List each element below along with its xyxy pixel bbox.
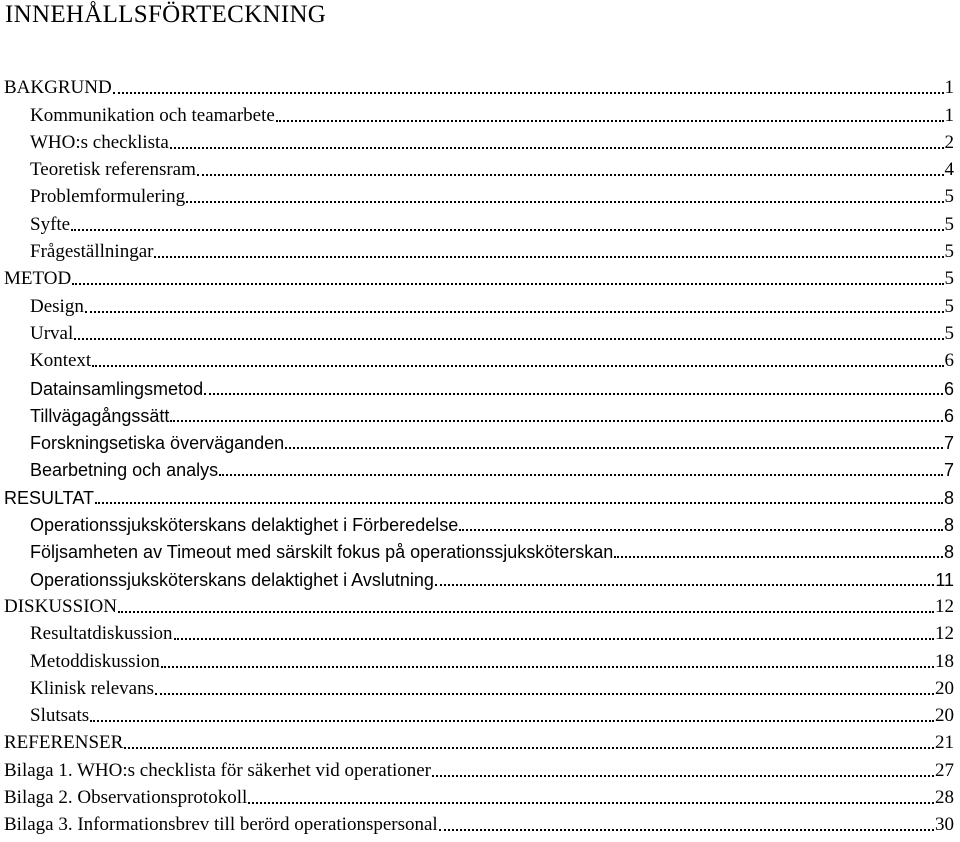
toc-entry	[0, 782, 960, 809]
toc-dot-leader	[155, 693, 934, 695]
toc-entry-label: Bilaga 1. WHO:s checklista för säkerhet vid operationer	[4, 759, 432, 781]
toc-dot-leader	[113, 92, 944, 94]
toc-entry-page-number: 6	[944, 350, 954, 372]
toc-dot-leader	[174, 638, 934, 640]
toc-entry	[0, 727, 960, 754]
toc-dot-leader	[614, 556, 943, 558]
toc-entry-page-number: 8	[943, 515, 954, 536]
toc-entry-page-number: 12	[935, 623, 954, 645]
toc-entry-page-number: 20	[935, 705, 954, 727]
toc-entry-page-number: 30	[935, 814, 954, 836]
toc-dot-leader	[170, 147, 944, 149]
toc-entry	[0, 809, 960, 836]
toc-entry-page-number: 11	[935, 569, 954, 590]
toc-entry-label: Bearbetning och analys	[30, 460, 219, 481]
toc-entry-label: Frågeställningar	[30, 241, 154, 263]
toc-dot-leader	[154, 256, 943, 258]
toc-dot-leader	[92, 365, 943, 367]
toc-entry	[0, 400, 960, 427]
toc-entry	[0, 318, 960, 345]
toc-entry-page-number: 8	[943, 542, 954, 563]
toc-dot-leader	[432, 775, 934, 777]
toc-entry-page-number: 28	[935, 787, 954, 809]
toc-dot-leader	[72, 283, 943, 285]
toc-dot-leader	[248, 802, 934, 804]
toc-dot-leader	[118, 611, 934, 613]
toc-dot-leader	[204, 393, 943, 395]
toc-entry-page-number: 7	[943, 433, 954, 454]
toc-entry-label: Problemformulering	[30, 186, 186, 208]
toc-entry	[0, 263, 960, 290]
toc-entry-label: Urval	[30, 322, 74, 344]
toc-entry-page-number: 12	[935, 595, 954, 617]
toc-entry-page-number: 5	[944, 295, 954, 317]
toc-entry-page-number: 1	[944, 104, 954, 126]
toc-dot-leader	[435, 584, 934, 586]
toc-entry-label: Syfte	[30, 213, 71, 235]
toc-entry-label: Forskningsetiska överväganden	[30, 433, 285, 454]
toc-entry-label: Kommunikation och teamarbete	[30, 104, 275, 126]
toc-entry-label: RESULTAT	[4, 487, 95, 508]
toc-entry	[0, 700, 960, 727]
toc-entry-label: WHO:s checklista	[30, 131, 169, 153]
toc-entry-label: Klinisk relevans	[30, 677, 155, 699]
page-title: INNEHÅLLSFÖRTECKNING	[5, 1, 327, 28]
toc-entry	[0, 754, 960, 781]
toc-entry-page-number: 21	[935, 732, 954, 754]
toc-dot-leader	[71, 229, 943, 231]
toc-entry-page-number: 5	[944, 213, 954, 235]
toc-entry	[0, 509, 960, 536]
toc-entry-label: Datainsamlingsmetod	[30, 378, 204, 399]
toc-entry	[0, 673, 960, 700]
toc-entry-label: Resultatdiskussion	[30, 623, 173, 645]
toc-entry-page-number: 5	[944, 241, 954, 263]
toc-entry-label: Design	[30, 295, 84, 317]
toc-dot-leader	[90, 720, 934, 722]
toc-entry	[0, 563, 960, 590]
toc-entry	[0, 372, 960, 399]
toc-dot-leader	[285, 447, 943, 449]
toc-entry-page-number: 6	[943, 378, 954, 399]
toc-entry-page-number: 5	[944, 322, 954, 344]
toc-entry	[0, 645, 960, 672]
toc-entry	[0, 536, 960, 563]
toc-entry-page-number: 5	[944, 186, 954, 208]
toc-entry	[0, 427, 960, 454]
toc-entry-page-number: 20	[935, 677, 954, 699]
toc-entry-label: Kontext	[30, 350, 92, 372]
toc-entry-label: REFERENSER	[4, 732, 124, 754]
toc-entry-page-number: 27	[935, 759, 954, 781]
toc-dot-leader	[170, 420, 943, 422]
toc-entry	[0, 181, 960, 208]
toc-dot-leader	[124, 747, 934, 749]
toc-entry	[0, 454, 960, 481]
toc-dot-leader	[439, 829, 934, 831]
toc-dot-leader	[186, 201, 943, 203]
toc-entry-label: Bilaga 3. Informationsbrev till berörd operationspersonal	[4, 814, 438, 836]
toc-entry-label: Tillvägagångssätt	[30, 405, 170, 426]
toc-entry-page-number: 1	[944, 77, 954, 99]
toc-entry-page-number: 2	[944, 131, 954, 153]
toc-entry	[0, 591, 960, 618]
toc-entry-label: DISKUSSION	[4, 595, 117, 617]
toc-dot-leader	[95, 502, 943, 504]
toc-entry	[0, 208, 960, 235]
toc-dot-leader	[74, 338, 943, 340]
toc-entry	[0, 618, 960, 645]
toc-entry	[0, 481, 960, 508]
toc-entry-page-number: 4	[944, 159, 954, 181]
toc-entry-label: Slutsats	[30, 705, 90, 727]
toc-entry-label: Teoretisk referensram	[30, 159, 196, 181]
toc-entry	[0, 236, 960, 263]
toc-entry-label: Metoddiskussion	[30, 650, 160, 672]
toc-dot-leader	[197, 174, 944, 176]
toc-dot-leader	[459, 529, 943, 531]
toc-dot-leader	[219, 474, 943, 476]
toc-entry	[0, 127, 960, 154]
toc-entry-label: Operationssjuksköterskans delaktighet i Avslutning	[30, 569, 434, 590]
toc-entry-page-number: 7	[943, 460, 954, 481]
toc-entry-label: Följsamheten av Timeout med särskilt fokus på operationssjuksköterskan	[30, 542, 614, 563]
toc-entry-page-number: 5	[944, 268, 954, 290]
toc-entry	[0, 345, 960, 372]
toc-entry-page-number: 8	[943, 487, 954, 508]
toc-entry	[0, 154, 960, 181]
toc-entry-label: Operationssjuksköterskans delaktighet i Förberedelse	[30, 515, 459, 536]
toc-dot-leader	[276, 120, 944, 122]
toc-entry-page-number: 18	[935, 650, 954, 672]
toc-entry-label: BAKGRUND	[4, 77, 112, 99]
toc-entry	[0, 290, 960, 317]
toc-dot-leader	[85, 311, 944, 313]
toc-dot-leader	[161, 666, 934, 668]
toc-entry-page-number: 6	[943, 405, 954, 426]
toc-entry-label: Bilaga 2. Observationsprotokoll	[4, 787, 248, 809]
table-of-contents	[0, 72, 960, 836]
toc-entry	[0, 99, 960, 126]
toc-entry-label: METOD	[4, 268, 72, 290]
toc-entry	[0, 72, 960, 99]
